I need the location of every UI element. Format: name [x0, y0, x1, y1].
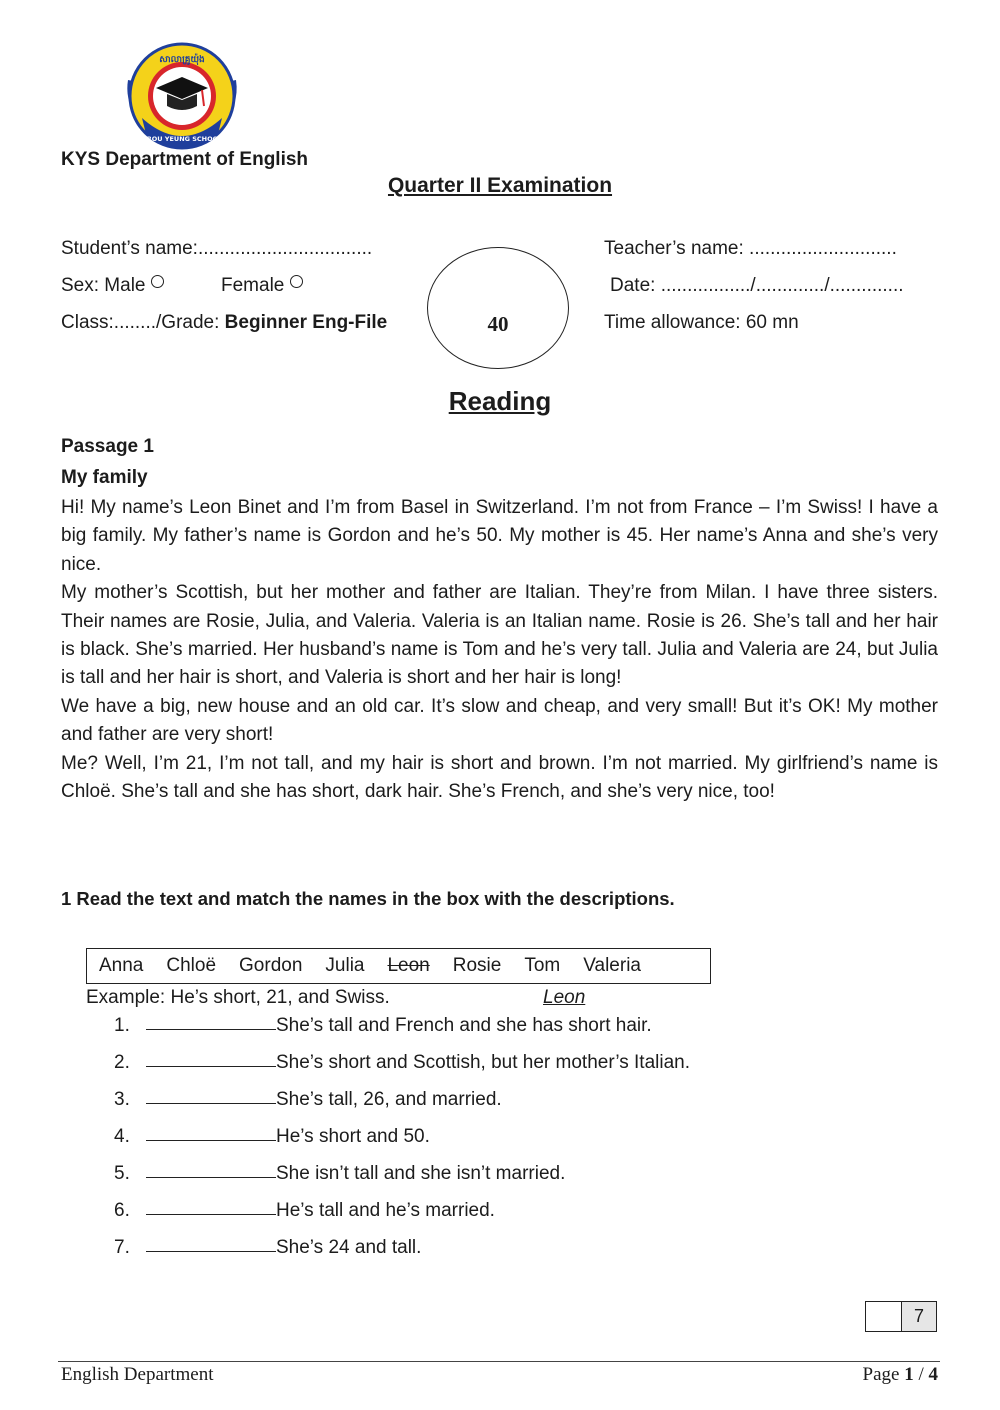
name-julia: Julia: [325, 955, 365, 976]
logo-text-bottom: KROU YEUNG SCHOOL: [141, 135, 223, 143]
sex-female-option[interactable]: [221, 275, 303, 297]
name-chloe: Chloë: [166, 955, 217, 976]
time-allowance: Time allowance: 60 mn: [604, 312, 799, 333]
passage-paragraph: My mother’s Scottish, but her mother and father are Italian. They’re from Milan. I have three sisters. Their names are Rosie, Julia, and Valeria. Valeria is an Italian name. Rosie is 26. She’s tall and her hair is black. She’s married. Her husband’s name is Tom and he’s very tall. Julia and Valeria are 24, but Julia is tall and her hair is short, and Valeria is short and her hair is long!: [61, 582, 938, 689]
question-number: 7.: [114, 1237, 130, 1258]
question-text: She’s short and Scottish, but her mother’s Italian.: [276, 1052, 691, 1073]
question-number: 2.: [114, 1052, 130, 1073]
question-item: [114, 1200, 495, 1222]
page-separator: /: [913, 1364, 929, 1385]
question-number: 5.: [114, 1163, 130, 1184]
question-number: 1.: [114, 1015, 130, 1036]
name-tom: Tom: [524, 955, 561, 976]
passage-paragraph: Me? Well, I’m 21, I’m not tall, and my hair is short and brown. I’m not married. My girlfriend’s name is Chloë. She’s tall and she has short, dark hair. She’s French, and she’s very nice, too!: [61, 752, 938, 803]
name-leon-struck: Leon: [387, 955, 430, 976]
class-grade-field[interactable]: [61, 312, 387, 334]
question-number: 3.: [114, 1089, 130, 1110]
example-answer: Leon: [543, 987, 586, 1008]
passage-label: Passage 1: [61, 436, 154, 457]
passage-title: My family: [61, 467, 148, 488]
student-name-field[interactable]: Student’s name:.................................: [61, 238, 373, 259]
teacher-name-field[interactable]: Teacher’s name: ............................: [604, 238, 897, 259]
question-text: She’s 24 and tall.: [276, 1237, 422, 1258]
score-max-value: 7: [902, 1302, 936, 1331]
date-field[interactable]: Date: ................./............./..............: [610, 275, 904, 296]
question-item: [114, 1089, 502, 1111]
answer-blank[interactable]: [146, 1250, 276, 1252]
female-label: Female: [221, 275, 285, 296]
female-radio[interactable]: [290, 275, 303, 288]
answer-blank[interactable]: [146, 1139, 276, 1141]
name-gordon: Gordon: [239, 955, 303, 976]
department-label: KYS Department of English: [61, 149, 309, 170]
male-radio[interactable]: [151, 275, 164, 288]
name-anna: Anna: [99, 955, 144, 976]
question-item: [114, 1015, 652, 1037]
score-circle: [427, 247, 569, 369]
answer-blank[interactable]: [146, 1028, 276, 1030]
sex-male-option[interactable]: [61, 275, 164, 297]
score-total: 40: [487, 312, 509, 336]
question-item: [114, 1126, 430, 1148]
question-number: 6.: [114, 1200, 130, 1221]
grade-value: Beginner Eng-File: [224, 312, 388, 333]
answer-blank[interactable]: [146, 1176, 276, 1178]
question-text: He’s tall and he’s married.: [276, 1200, 495, 1221]
footer-divider: [58, 1361, 940, 1362]
exercise-instruction: 1 Read the text and match the names in the box with the descriptions.: [61, 888, 675, 909]
question-text: He’s short and 50.: [276, 1126, 430, 1147]
answer-blank[interactable]: [146, 1213, 276, 1215]
question-text: She’s tall and French and she has short hair.: [276, 1015, 652, 1036]
page-current: 1: [904, 1364, 914, 1385]
passage-paragraph: We have a big, new house and an old car. It’s slow and cheap, and very small! But it’s OK! My mother and father are very short!: [61, 695, 938, 746]
page-total: 4: [928, 1364, 938, 1385]
name-valeria: Valeria: [583, 955, 641, 976]
footer-department: English Department: [61, 1364, 214, 1385]
question-number: 4.: [114, 1126, 130, 1147]
passage-paragraph: Hi! My name’s Leon Binet and I’m from Basel in Switzerland. I’m not from France – I’m Swiss! I have a big family. My father’s name is Gordon and he’s 50. My mother is 45. Her name’s Anna and she’s very nice.: [61, 497, 938, 575]
class-prefix: Class:......../Grade:: [61, 312, 225, 333]
score-box: [865, 1301, 937, 1332]
question-text: She’s tall, 26, and married.: [276, 1089, 502, 1110]
question-item: [114, 1163, 565, 1185]
passage-text: [61, 494, 938, 806]
section-title: Reading: [448, 386, 552, 416]
sex-male-label: Sex: Male: [61, 275, 146, 296]
names-box: [86, 948, 711, 984]
answer-blank[interactable]: [146, 1102, 276, 1104]
school-logo: [122, 42, 242, 150]
answer-blank[interactable]: [146, 1065, 276, 1067]
score-entry-cell[interactable]: [866, 1302, 902, 1331]
question-item: [114, 1052, 690, 1074]
question-text: She isn’t tall and she isn’t married.: [276, 1163, 566, 1184]
page-prefix: Page: [862, 1364, 905, 1385]
exam-title: Quarter II Examination: [387, 174, 613, 197]
example-sentence: Example: He’s short, 21, and Swiss.: [86, 987, 390, 1008]
name-rosie: Rosie: [452, 955, 502, 976]
logo-text-top: សាលាគ្រូយ៉ុង: [159, 55, 205, 65]
question-item: [114, 1237, 421, 1259]
page-number: [863, 1364, 938, 1386]
